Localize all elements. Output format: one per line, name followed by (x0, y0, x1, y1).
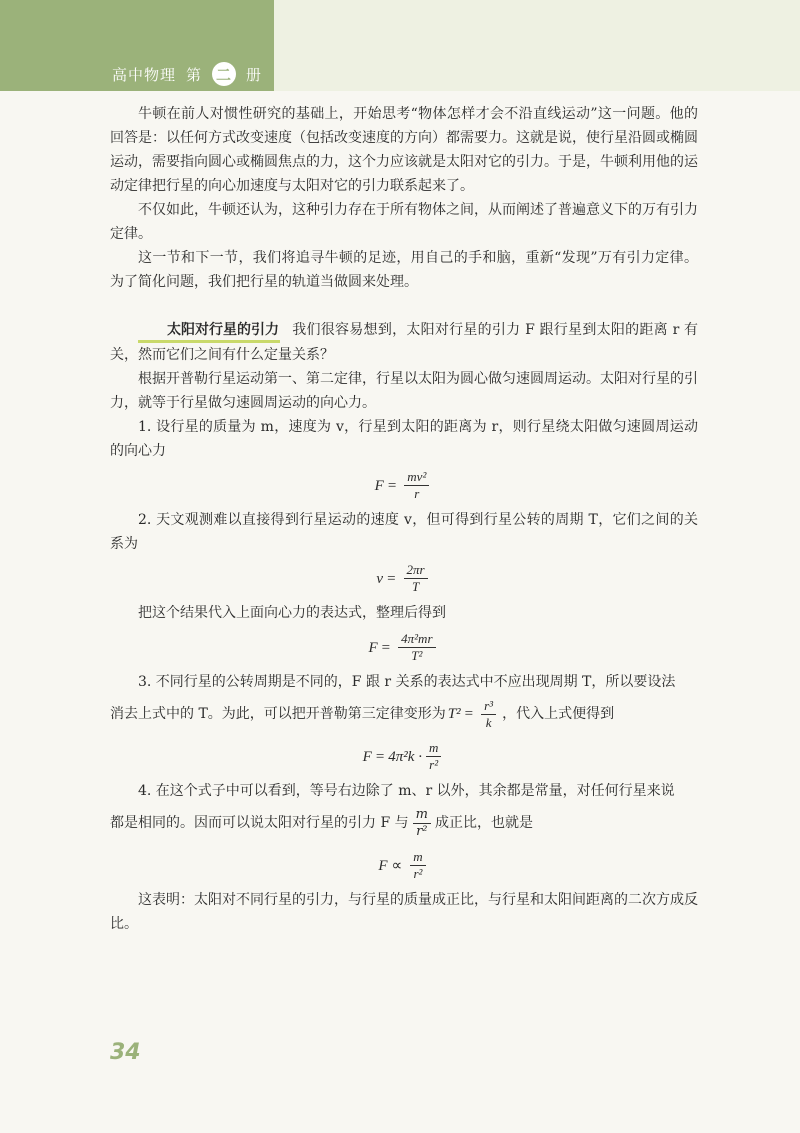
fraction-denominator: r² (413, 866, 423, 881)
inline-formula-kepler (448, 694, 500, 734)
paragraph: 根据开普勒行星运动第一、第二定律，行星以太阳为圆心做匀速圆周运动。太阳对行星的引力，就等于行星做匀速圆周运动的向心力。 (110, 371, 698, 411)
formula-centripetal-force (110, 469, 698, 502)
formula-operator: = (387, 570, 396, 587)
paragraph-text: ，代入上式便得到 (502, 706, 615, 722)
fraction (398, 631, 435, 664)
fraction-numerator: r³ (481, 698, 496, 715)
fraction-numerator: m (426, 740, 441, 757)
formula-lhs: T² (447, 706, 461, 722)
section-intro-text: 我们很容易想到，太阳对行星的引力 F 跟行星到太阳的距离 r 有关，然而它们之间有什么定量关系？ (110, 322, 698, 363)
formula-lhs: F (362, 748, 372, 765)
fraction-numerator: mv² (404, 469, 429, 486)
header-volume-prefix: 第 (186, 65, 203, 84)
formula-coefficient: 4π²k · (388, 748, 422, 765)
formula-operator: = (375, 748, 385, 765)
fraction (404, 562, 428, 595)
paragraph-text: 消去上式中的 T。为此，可以把开普勒第三定律变形为 (110, 706, 446, 722)
fraction-numerator: 4π²mr (398, 631, 435, 648)
fraction (481, 698, 496, 731)
volume-number-badge: 二 (212, 62, 236, 86)
fraction-numerator: m (410, 849, 425, 866)
running-header (112, 60, 262, 88)
fraction (410, 849, 425, 882)
formula-operator: = (387, 477, 397, 494)
paragraph: 这一节和下一节，我们将追寻牛顿的足迹，用自己的手和脑，重新“发现”万有引力定律。为了简化问题，我们把行星的轨道当做圆来处理。 (110, 250, 698, 290)
section-paragraph (110, 318, 698, 367)
formula-lhs: F (368, 639, 378, 656)
fraction-denominator: r² (429, 757, 439, 772)
fraction (426, 740, 441, 773)
fraction (404, 469, 429, 502)
section-title: 太阳对行星的引力 (138, 320, 280, 343)
page-number: 34 (110, 1040, 141, 1065)
header-volume-suffix: 册 (246, 65, 263, 84)
formula-operator: ∝ (391, 857, 403, 874)
fraction-denominator: k (485, 714, 492, 730)
paragraph: 4. 在这个式子中可以看到，等号右边除了 m、r 以外，其余都是常量，对任何行星来说 (138, 783, 675, 799)
paragraph: 1. 设行星的质量为 m，速度为 v，行星到太阳的距离为 r，则行星绕太阳做匀速圆周运动的向心力 (110, 419, 698, 459)
fraction-numerator: 2πr (404, 562, 428, 579)
formula-lhs: F (378, 857, 388, 874)
paragraph: 这表明：太阳对不同行星的引力，与行星的质量成正比，与行星和太阳间距离的二次方成反比。 (110, 892, 698, 932)
fraction-numerator: m (413, 807, 431, 824)
fraction-denominator: r (414, 486, 420, 501)
paragraph: 把这个结果代入上面向心力的表达式，整理后得到 (138, 605, 446, 621)
inline-fraction (413, 807, 431, 840)
formula-force-period (110, 631, 698, 664)
paragraph: 2. 天文观测难以直接得到行星运动的速度 v，但可得到行星公转的周期 T，它们之间的关系为 (110, 512, 698, 552)
fraction-denominator: T (411, 579, 420, 594)
page-content (110, 102, 698, 936)
paragraph: 3. 不同行星的公转周期是不同的，F 跟 r 关系的表达式中不应出现周期 T，所以要设法 (138, 674, 676, 690)
fraction-denominator: r² (416, 823, 428, 839)
paragraph-text: 成正比，也就是 (434, 815, 533, 831)
fraction-denominator: T² (411, 648, 423, 663)
paragraph: 不仅如此，牛顿还认为，这种引力存在于所有物体之间，从而阐述了普遍意义下的万有引力定律。 (110, 202, 698, 242)
formula-lhs: F (374, 477, 384, 494)
paragraph-line-ratio (110, 803, 698, 843)
formula-force-k (110, 740, 698, 773)
formula-lhs: v (376, 570, 384, 587)
header-subject: 高中物理 (112, 65, 177, 84)
formula-operator: = (381, 639, 391, 656)
header-light-band (274, 0, 800, 91)
formula-operator: = (464, 706, 474, 722)
paragraph-text: 都是相同的。因而可以说太阳对行星的引力 F 与 (110, 815, 409, 831)
paragraph-line-kepler (110, 694, 698, 734)
formula-proportional (110, 849, 698, 882)
formula-velocity-period (110, 562, 698, 595)
paragraph: 牛顿在前人对惯性研究的基础上，开始思考“物体怎样才会不沿直线运动”这一问题。他的回答是：以任何方式改变速度（包括改变速度的方向）都需要力。这就是说，使行星沿圆或椭圆运动，需要指向圆心或椭圆焦点的力，这个力应该就是太阳对它的引力。于是，牛顿利用他的运动定律把行星的向心加速度与太阳对它的引力联系起来了。 (110, 106, 698, 194)
